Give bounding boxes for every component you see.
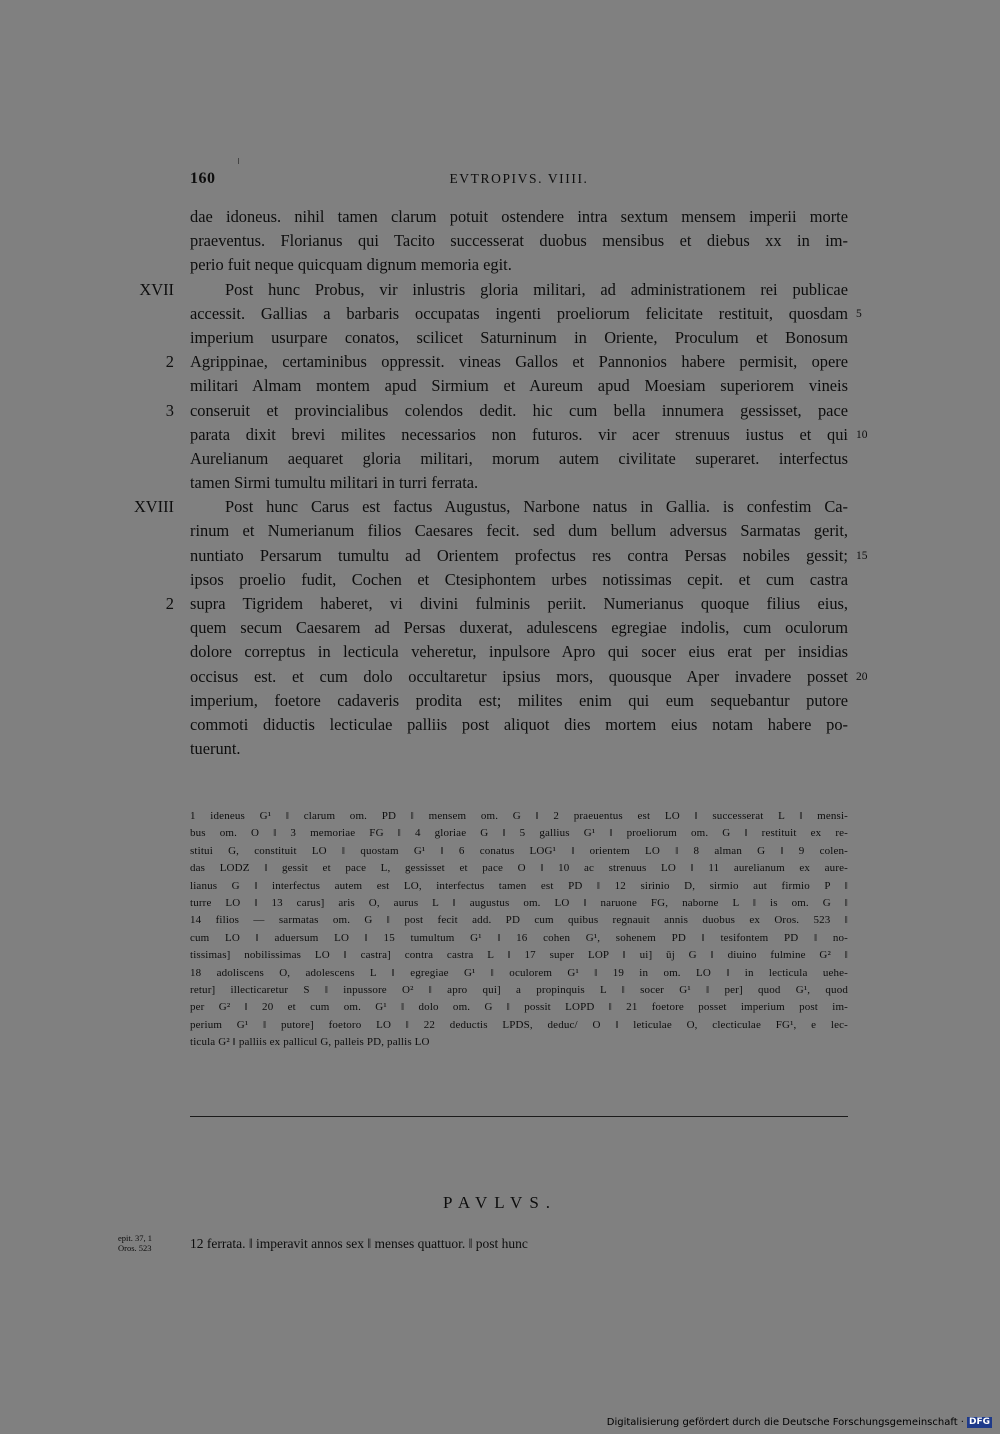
line-number: 10	[856, 428, 868, 441]
text-line	[190, 326, 848, 350]
apparatus-line: bus om. O ‖ 3 memoriae FG ‖ 4 gloriae G ‖ 5 gallius G¹ ‖ proeliorum om. G ‖ restituit ex re-	[190, 827, 848, 840]
line-number: 5	[856, 307, 862, 320]
apparatus-line: cum LO ‖ aduersum LO ‖ 15 tumultum G¹ ‖ 16 cohen G¹, sohenem PD ‖ tesifontem PD ‖ no-	[190, 931, 848, 944]
text-line	[165, 350, 848, 374]
margin-tick	[238, 158, 239, 164]
text-line	[190, 519, 848, 543]
text-line	[190, 302, 862, 326]
line-number: 20	[856, 670, 868, 683]
line-text: accessit. Gallias a barbaris occupatas ingenti proeliorum felicitate restituit, quosdam	[190, 303, 848, 323]
apparatus-line: ticula G² ‖ palliis ex pallicul G, palleis PD, pallis LO	[190, 1036, 430, 1049]
apparatus-line: 1 ideneus G¹ ‖ clarum om. PD ‖ mensem om. G ‖ 2 praeuentus est LO ‖ successerat L ‖ mensi-	[190, 810, 848, 822]
line-text: ipsos proelio fudit, Cochen et Ctesiphontem urbes notissimas cepit. et cum castra	[190, 569, 848, 589]
line-text: dolore correptus in lecticula veheretur, inpulsore Apro qui socer eius erat per insidias	[190, 642, 848, 662]
line-text: praeventus. Florianus qui Tacito successerat duobus mensibus et diebus xx in im-	[190, 231, 848, 251]
line-text: quem secum Caesarem ad Persas duxerat, adulescens egregiae indolis, cum oculorum	[190, 618, 848, 638]
text-line	[190, 229, 848, 253]
apparatus-line: stitui G, constituit LO ‖ quostam G¹ ‖ 6 conatus LOG¹ ‖ orientem LO ‖ 8 alman G ‖ 9 colen-	[190, 844, 848, 857]
text-line	[190, 423, 868, 447]
text-line	[133, 495, 848, 519]
line-text: supra Tigridem haberet, vi divini fulminis periit. Numerianus quoque filius eius,	[190, 594, 848, 613]
apparatus-line: 14 filios — sarmatas om. G ‖ post fecit add. PD cum quibus regnauit annis duobus ex Oros. 523 ‖	[190, 914, 848, 927]
text-line	[139, 278, 848, 302]
line-text: tuerunt.	[190, 739, 241, 759]
apparatus-line: lianus G ‖ interfectus autem est LO, interfectus tamen est PD ‖ 12 sirinio D, sirmio aut firmio P ‖	[190, 879, 848, 892]
apparatus-line: perium G¹ ‖ putore] foetoro LO ‖ 22 deductis LPDS, deduc/ O ‖ leticulae O, clecticulae FG¹, e lec-	[190, 1018, 848, 1031]
dfg-logo: DFG	[968, 1417, 990, 1427]
next-section-title: PAVLVS.	[442, 1193, 558, 1212]
left-margin-number: 2	[165, 594, 174, 613]
footer-text: Digitalisierung gefördert durch die Deutsche Forschungsgemeinschaft ·	[606, 1417, 964, 1428]
line-text: nuntiato Persarum tumultu ad Orientem profectus res contra Persas nobiles gessit;	[190, 545, 848, 565]
text-line	[190, 471, 848, 495]
line-number: 15	[856, 549, 868, 562]
line-text: parata dixit brevi milites necessarios non futuros. vir acer strenuus iustus et qui	[190, 424, 848, 444]
apparatus-line: 18 adoliscens O, adolescens L ‖ egregiae G¹ ‖ oculorem G¹ ‖ 19 in om. LO ‖ in lecticula uehe-	[190, 966, 848, 979]
line-text: Agrippinae, certaminibus oppressit. vineas Gallos et Pannonios habere permisit, opere	[190, 352, 848, 372]
line-text: Aurelianum aequaret gloria militari, morum autem civilitate superaret. interfectus	[190, 448, 848, 468]
apparatus-line: retur] illecticaretur S ‖ inpussore O² ‖ apro qui] a propinquis L ‖ socer G¹ ‖ per] quod G¹, quod	[190, 983, 848, 996]
text-line	[190, 205, 848, 229]
apparatus-line: turre LO ‖ 13 carus] aris O, aurus L ‖ augustus om. LO ‖ naruone FG, naborne L ‖ is om. G ‖	[190, 896, 848, 909]
line-text: conseruit et provincialibus colendos dedit. hic cum bella innumera gessisset, pace	[190, 400, 848, 420]
line-text: Post hunc Carus est factus Augustus, Narbone natus in Gallia. is confestim Ca-	[225, 497, 848, 517]
marginal-ref: epit. 37, 1	[118, 1233, 152, 1243]
critical-apparatus	[190, 808, 848, 1051]
text-line	[190, 616, 848, 640]
text-line	[190, 665, 868, 689]
marginal-ref: Oros. 523	[118, 1242, 152, 1253]
line-text: perio fuit neque quicquam dignum memoria egit.	[190, 255, 512, 275]
text-line	[190, 737, 848, 761]
section-divider	[190, 1116, 848, 1117]
line-text: militari Almam montem apud Sirmium et Aureum apud Moesiam superiorem vineis	[190, 376, 848, 396]
line-text: imperium usurpare conatos, scilicet Saturninum in Oriente, Proculum et Bonosum	[190, 327, 848, 347]
running-head: EVTROPIVS. VIIII.	[449, 171, 589, 186]
apparatus-line: tissimas] nobilissimas LO ‖ castra] contra castra L ‖ 17 super LOP ‖ ui] ūj G ‖ diuino fulmine G² ‖	[190, 949, 848, 962]
text-line	[165, 399, 848, 423]
next-section-apparatus-line: 12 ferrata. ‖ imperavit annos sex ‖ menses quattuor. ‖ post hunc	[190, 1236, 528, 1251]
left-margin-number: 3	[165, 400, 174, 420]
apparatus-line: das LODZ ‖ gessit et pace L, gessisset et pace O ‖ 10 ac strenuus LO ‖ 11 aurelianum ex aure-	[190, 862, 848, 875]
text-line	[190, 447, 848, 471]
text-line	[190, 689, 848, 713]
left-margin-number: XVII	[139, 279, 174, 299]
text-line	[190, 544, 868, 568]
main-text	[133, 205, 868, 761]
left-margin-number: XVIII	[133, 497, 174, 517]
line-text: dae idoneus. nihil tamen clarum potuit ostendere intra sextum mensem imperii morte	[190, 207, 848, 226]
page-header	[190, 170, 848, 192]
text-line	[190, 713, 848, 737]
apparatus-line: per G² ‖ 20 et cum om. G¹ ‖ dolo om. G ‖ possit LOPD ‖ 21 foetore posset imperium post im-	[190, 1001, 848, 1014]
text-line	[190, 640, 848, 664]
text-line	[190, 568, 848, 592]
text-line	[165, 592, 848, 616]
line-text: commoti diductis lecticulae palliis post aliquot dies mortem eius notam habere po-	[190, 714, 848, 734]
line-text: occisus est. et cum dolo occultaretur ipsius mors, quousque Aper invadere posset	[190, 666, 848, 686]
line-text: Post hunc Probus, vir inlustris gloria militari, ad administrationem rei publicae	[225, 279, 848, 299]
text-line	[190, 374, 848, 398]
left-margin-number: 2	[165, 352, 174, 372]
line-text: imperium, foetore cadaveris prodita est; milites enim qui eum sequebantur putore	[190, 690, 848, 710]
next-section-marginal-refs	[118, 1234, 152, 1253]
text-line	[190, 253, 848, 277]
page-number: 160	[190, 170, 216, 187]
footer-credit	[607, 1417, 992, 1428]
line-text: tamen Sirmi tumultu militari in turri ferrata.	[190, 473, 479, 493]
line-text: rinum et Numerianum filios Caesares fecit. sed dum bellum adversus Sarmatas gerit,	[190, 521, 848, 541]
